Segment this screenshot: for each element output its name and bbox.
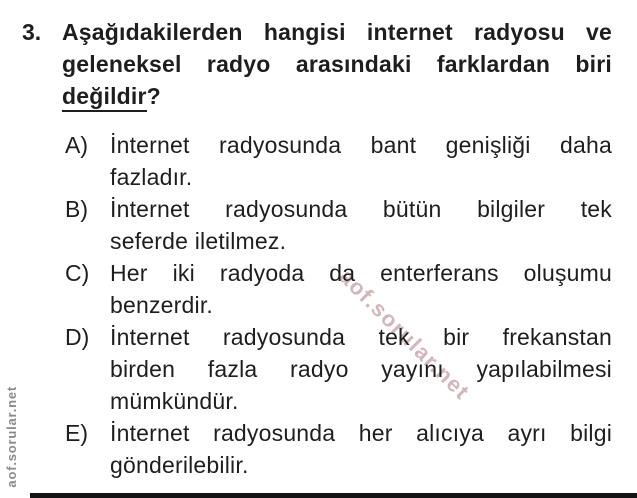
option-line: İnternet radyosunda bant genişliği daha [110, 132, 612, 158]
option-line: Her iki radyoda da enterferans oluşumu [110, 260, 612, 286]
question-line: Aşağıdakilerden hangisi internet radyosu ve [62, 19, 612, 45]
underlined-word: değildir [62, 83, 147, 112]
option-line: fazladır. [110, 164, 193, 190]
option-label: A) [65, 132, 88, 158]
option-line: İnternet radyosunda bütün bilgiler tek [110, 196, 612, 222]
option-row [65, 193, 612, 257]
option-text [110, 257, 612, 321]
option-text [110, 193, 612, 257]
diagonal-watermark: aof.sorular.net [334, 264, 476, 405]
question-line: geleneksel radyo arasındaki farklardan biri [62, 51, 612, 77]
option-line: birden fazla radyo yayını yapılabilmesi [110, 356, 612, 382]
bottom-divider-bar [30, 493, 637, 498]
option-line: mümkündür. [110, 388, 239, 414]
question-mark: ? [146, 83, 161, 109]
option-label: C) [65, 260, 90, 286]
option-text [110, 321, 612, 417]
option-line: seferde iletilmez. [110, 228, 287, 254]
option-row [65, 321, 612, 417]
question-block [22, 16, 614, 112]
option-text [110, 129, 612, 193]
option-line: İnternet radyosunda tek bir frekanstan [110, 324, 612, 350]
option-line: İnternet radyosunda her alıcıya ayrı bilgi [110, 420, 612, 446]
question-text [62, 16, 612, 112]
option-row [65, 417, 612, 481]
option-label: B) [65, 196, 88, 222]
option-text [110, 417, 612, 481]
option-line: gönderilebilir. [110, 452, 249, 478]
options-list [65, 129, 612, 481]
question-number: 3. [22, 19, 42, 45]
option-label: D) [65, 324, 90, 350]
option-label: E) [65, 420, 88, 446]
question-line [62, 80, 612, 112]
option-row [65, 129, 612, 193]
vertical-watermark: aof.sorular.net [4, 386, 19, 488]
option-row [65, 257, 612, 321]
option-line: benzerdir. [110, 292, 214, 318]
